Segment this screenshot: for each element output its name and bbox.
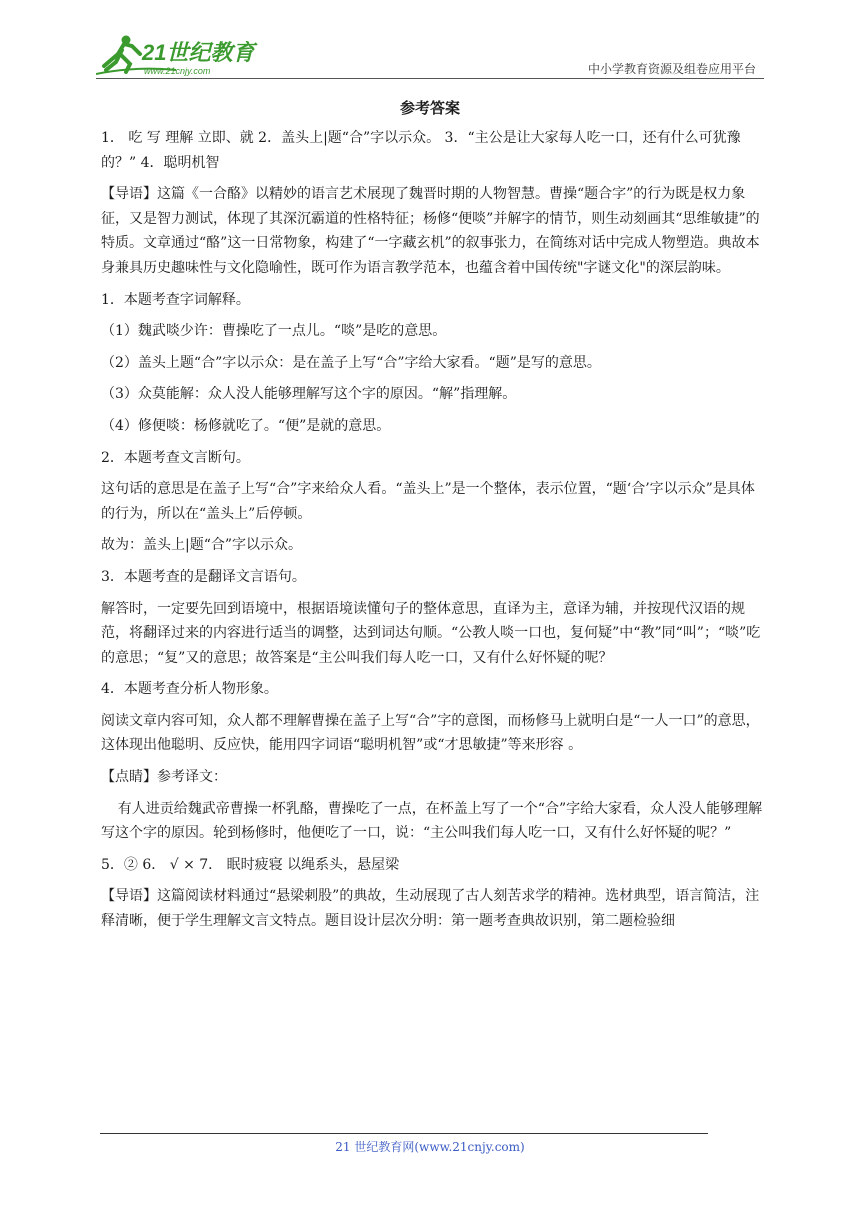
site-logo[interactable] [96,30,276,78]
q2-answer: 故为：盖头上|题“合”字以示众。 [101,537,303,554]
guide-paragraph-1: 【导语】这篇《一合酪》以精妙的语言艺术展现了魏晋时期的人物智慧。曹操“题合字”的行为既是权力象征，又是智力测试，体现了其深沉霸道的性格特征；杨修“便啖”并解字的情节，则生动刻画其“思维敏捷”的特质。文章通过“酪”这一日常物象，构建了“一字藏玄机”的叙事张力，在简练对话中完成人物塑造。典故本身兼具历史趣味性与文化隐喻性，既可作为语言教学范本，也蕴含着中国传统"字谜文化"的深层韵味。 [101,186,760,276]
q4-heading: 4．本题考查分析人物形象。 [101,681,278,698]
q1-item-2: （2）盖头上题“合”字以示众：是在盖子上写“合”字给大家看。“题”是写的意思。 [101,354,601,371]
q3-heading: 3．本题考查的是翻译文言语句。 [101,568,306,585]
answer-line-1: 1． 吃 写 理解 立即、就 2．盖头上|题“合”字以示众。 3．“主公是让大家每人吃一口，还有什么可犹豫的？” 4．聪明机智 [101,130,741,171]
page-title: 参考答案 [399,99,460,117]
q1-heading: 1．本题考查字词解释。 [101,291,250,308]
header-divider [96,78,764,79]
translation-paragraph: 有人进贡给魏武帝曹操一杯乳酪，曹操吃了一点，在杯盖上写了一个“合”字给大家看，众人没人能够理解写这个字的原因。轮到杨修时，他便吃了一口，说：“主公叫我们每人吃一口，又有什么好怀疑的呢？” [101,800,763,842]
answer-content [101,126,763,934]
q1-item-4: （4）修便啖：杨修就吃了。“便”是就的意思。 [101,417,391,434]
footer-divider [100,1133,708,1134]
runner-logo-icon [96,30,276,78]
svg-text:21世纪教育: 21世纪教育 [142,40,255,65]
q3-explanation: 解答时，一定要先回到语境中，根据语境读懂句子的整体意思，直译为主，意译为辅，并按现代汉语的规范，将翻译过来的内容进行适当的调整，达到词达句顺。“公教人啖一口也，复何疑”中“教”同“叫”；“啖”吃的意思；“复”又的意思；故答案是“主公叫我们每人吃一口，又有什么好怀疑的呢？ [101,600,761,666]
q1-item-3: （3）众莫能解：众人没人能够理解写这个字的原因。“解”指理解。 [101,386,517,403]
page-header [96,30,764,80]
answer-line-2: 5．② 6． √ × 7． 眠时疲寝 以绳系头，悬屋梁 [101,856,400,873]
q2-explanation: 这句话的意思是在盖子上写“合”字来给众人看。“盖头上”是一个整体，表示位置，“题‘合’字以示众”是具体的行为，所以在“盖头上”后停顿。 [101,481,755,522]
q4-explanation: 阅读文章内容可知，众人都不理解曹操在盖子上写“合”字的意图，而杨修马上就明白是“一人一口”的意思，这体现出他聪明、反应快，能用四字词语“聪明机智”或“才思敏捷”等来形容 。 [101,712,760,754]
q1-item-1: （1）魏武啖少许：曹操吃了一点儿。“啖”是吃的意思。 [101,323,447,340]
svg-text:www.21cnjy.com: www.21cnjy.com [144,66,211,76]
guide-paragraph-2: 【导语】这篇阅读材料通过“悬梁刺股”的典故，生动展现了古人刻苦求学的精神。选材典型，语言简洁，注释清晰，便于学生理解文言文特点。题目设计层次分明：第一题考查典故识别，第二题检验细 [101,888,760,930]
footer-link[interactable]: 21 世纪教育网(www.21cnjy.com) [335,1140,525,1154]
platform-label: 中小学教育资源及组卷应用平台 [587,62,756,76]
note-heading: 【点睛】参考译文： [101,769,227,786]
q2-heading: 2．本题考查文言断句。 [101,449,250,466]
